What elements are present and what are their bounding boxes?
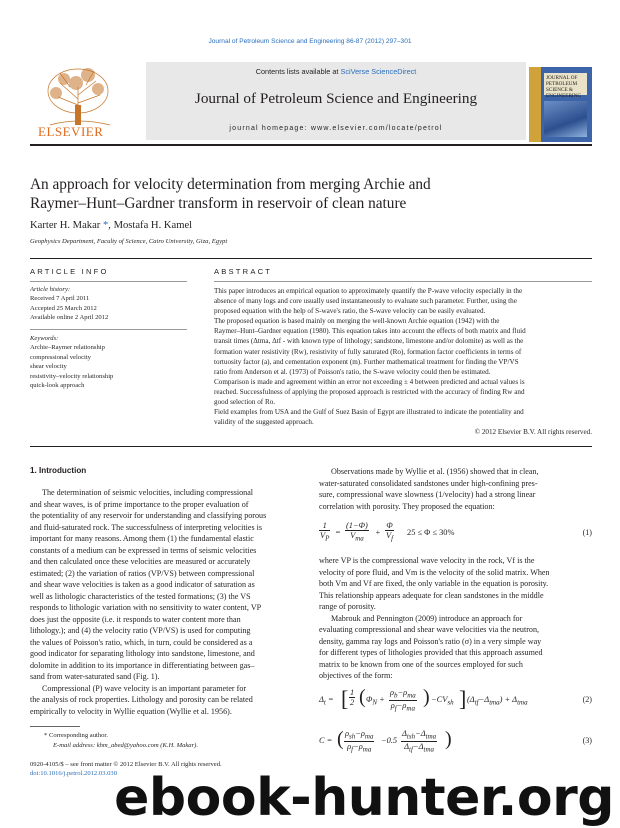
body-line: and then calculated once these velocities are measured or accurately bbox=[30, 557, 251, 566]
keyword: shear velocity bbox=[30, 363, 67, 371]
body-line: for different types of lithologies provided that this approach assumed bbox=[319, 648, 543, 657]
history-accepted: Accepted 25 March 2012 bbox=[30, 304, 97, 312]
affiliation: Geophysics Department, Faculty of Science, Cairo University, Giza, Egypt bbox=[30, 238, 228, 245]
body-line: water-saturated consolidated sandstones under high-confining pres- bbox=[319, 478, 538, 488]
cover-title: JOURNAL OF PETROLEUM SCIENCE & ENGINEERING bbox=[544, 73, 587, 95]
body-line: sure, compressional wave slowness (1/velocity) had a strong linear bbox=[319, 490, 536, 499]
info-rule bbox=[30, 281, 187, 282]
journal-title: Journal of Petroleum Science and Engineering bbox=[194, 90, 478, 107]
intro-left-column bbox=[30, 487, 303, 717]
abstract-line: proposed equation with the help of S-wave's ratio, the S-wave velocity can be easily evaluated. bbox=[214, 307, 486, 316]
keyword: resistivity–velocity relationship bbox=[30, 372, 114, 380]
title-line-1: An approach for velocity determination from merging Archie and bbox=[30, 176, 431, 193]
body-line: the analysis of rock properties. Lithology and porosity can be related bbox=[30, 695, 253, 704]
body-line: This relationship appears adequate for clean sandstones in the middle bbox=[319, 590, 544, 600]
abstract-line: Field examples from USA and the Gulf of Suez Basin of Egypt are illustrated to indicate the potentiality and bbox=[214, 408, 524, 417]
body-line: estimated; (2) the variation of ratios (VP/VS) between compressional bbox=[30, 568, 255, 578]
body-line: evaluating compressional and shear wave velocities via the neutron, bbox=[319, 625, 540, 634]
title-line-2: Raymer–Hunt–Gardner transform in reservoir of clean nature bbox=[30, 195, 407, 212]
body-line: sand from water-saturated sand (Fig. 1). bbox=[30, 672, 160, 681]
authors bbox=[30, 220, 192, 231]
body-line: important for many reasons. Among them (1) the fundamental elastic bbox=[30, 534, 254, 543]
body-line: density, gamma ray logs and Poisson's ratio (σ) in a very simple way bbox=[319, 636, 542, 646]
abstract-line: This paper introduces an empirical equation to approximately quantify the P-wave velocity especially in the bbox=[214, 287, 523, 295]
body-line: Mabrouk and Pennington (2009) introduce an approach for bbox=[331, 613, 523, 623]
contents-prefix: Contents lists available at bbox=[255, 67, 341, 76]
running-head[interactable]: Journal of Petroleum Science and Engineering 86-87 (2012) 297–301 bbox=[208, 38, 412, 45]
author-2[interactable]: Mostafa H. Kamel bbox=[113, 220, 193, 231]
body-line: and fluid-saturated rock. The successfulness of interpreting velocities is bbox=[30, 522, 263, 532]
keywords bbox=[30, 334, 187, 390]
body-line: responds to lithologic variation with no sensitivity to water content, VP bbox=[30, 603, 262, 612]
body-line: good indicator for separating lithology into sandstone, limestone, and bbox=[30, 649, 255, 658]
body-line: lithology.); and (4) the velocity ratio (VP/VS) is used for computing bbox=[30, 626, 251, 635]
abstract-line: Raymer–Hunt–Gardner equation (1980). This equation takes into account the effects of both matrix and fluid bbox=[214, 327, 526, 336]
email-note[interactable]: E-mail address: khm_abed@yahoo.com (K.H. Makar). bbox=[53, 742, 198, 749]
abstract-rule bbox=[214, 281, 592, 282]
masthead-rule bbox=[30, 144, 592, 146]
body-line: well as lithologic characteristics of the tested formations; (3) the VS bbox=[30, 591, 251, 601]
issn-line: 0920-4105/$ – see front matter © 2012 Elsevier B.V. All rights reserved. bbox=[30, 761, 222, 768]
watermark-text: ebook-hunter.org bbox=[114, 768, 614, 828]
article-title bbox=[30, 175, 431, 213]
abstract-line: formation water resistivity (Rw), resistivity of fully saturated (Ro), formation factor coefficients in terms of bbox=[214, 347, 522, 356]
abstract-line: reached. Successfulness of applying the proposed approach is restricted with the accuracy of finding Rw and bbox=[214, 387, 525, 396]
info-top-rule bbox=[30, 258, 592, 259]
body-line: range of porosity. bbox=[319, 602, 376, 611]
footnote-rule bbox=[30, 726, 80, 727]
keyword: compressional velocity bbox=[30, 353, 91, 361]
keyword: quick-look approach bbox=[30, 382, 85, 390]
publisher-name: ELSEVIER bbox=[38, 124, 104, 139]
abstract-line: good selection of Ro. bbox=[214, 398, 276, 407]
abstract-line: tortuosity factor (a), and cementation exponent (m). Further mathematical treatment for finding the VP/VS bbox=[214, 357, 519, 366]
abstract-line: The proposed equation is based mainly on merging the well-known Archie equation (1942) with the bbox=[214, 317, 500, 326]
equation-1-number: (1) bbox=[582, 528, 592, 537]
equation-1-range: 25 ≤ Φ ≤ 30% bbox=[407, 528, 455, 537]
abstract-line: ratio from Anderson et al. (1973) of Poisson's ratio, the S-wave velocity could then be estimated. bbox=[214, 367, 491, 376]
body-line: and shear wave velocities is taken as a good indicator of saturation as bbox=[30, 580, 255, 589]
body-line: the potentiality of any reservoir for understanding and classifying porous bbox=[30, 511, 267, 520]
body-line: both Vm and Vf are fixed, the only variable in the equation is porosity. bbox=[319, 579, 549, 588]
article-info-heading: ARTICLE INFO bbox=[30, 267, 109, 276]
body-line: correlation with porosity. They proposed the equation: bbox=[319, 501, 495, 511]
body-line: Compressional (P) wave velocity is an important parameter for bbox=[42, 683, 247, 693]
abstract-line: absence of many logs and core usually used instantaneously to evaluate such parameter. Further, using the bbox=[214, 297, 517, 306]
body-line: velocity of pore fluid, and Vm is the velocity of the solid matrix. When bbox=[319, 567, 550, 577]
intro-right-top bbox=[319, 466, 592, 512]
intro-right-mid bbox=[319, 555, 592, 682]
equation-3-number: (3) bbox=[582, 736, 592, 745]
body-line: constants of a medium can be expressed in terms of seismic velocities bbox=[30, 545, 257, 555]
body-line: where VP is the compressional wave velocity in the rock, Vf is the bbox=[319, 556, 535, 565]
section-heading-introduction: 1. Introduction bbox=[30, 466, 87, 475]
keywords-label: Keywords: bbox=[30, 335, 59, 342]
abstract-line: validity of the suggested approach. bbox=[214, 418, 314, 427]
journal-homepage[interactable]: journal homepage: www.elsevier.com/locate/petrol bbox=[229, 125, 443, 132]
body-line: does just the opposite (i.e. it responds to water content more than bbox=[30, 614, 241, 624]
author-separator: , bbox=[108, 220, 114, 231]
abstract-bottom-rule bbox=[30, 446, 592, 447]
body-line: Observations made by Wyllie et al. (1956) showed that in clean, bbox=[331, 467, 539, 476]
equation-3: C = ( $\rho_{sh}-\rho_{ma}$ $\rho_f-\rho_{ma}$ −0.5 $\Delta_{tsh}-\Delta_{tma}$ $\Delta_{tf}-\Delta_{tma}$ ) (3) bbox=[319, 728, 592, 754]
keyword: Archie–Raymer relationship bbox=[30, 344, 105, 352]
equation-1: $\frac{1}{V_P}$ = (1−Φ) $V_{ma}$ + $\frac{\Phi}{V_f}$ 25 ≤ Φ ≤ 30% (1) bbox=[320, 521, 592, 543]
doi-link[interactable]: doi:10.1016/j.petrol.2012.03.030 bbox=[30, 770, 117, 777]
corresponding-author-note: * Corresponding author. bbox=[44, 732, 108, 739]
body-line: dolomite in addition to its importance in differentiating between gas– bbox=[30, 660, 255, 670]
abstract-line: transit times (Δtma, Δtf - with known type of lithology; sandstone, limestone and/or dolomite) as well as the bbox=[214, 337, 524, 346]
abstract-body bbox=[214, 286, 592, 437]
body-line: The determination of seismic velocities, including compressional bbox=[42, 488, 254, 497]
contents-line bbox=[146, 67, 526, 76]
body-line: objectives of the form: bbox=[319, 671, 393, 680]
watermark bbox=[0, 768, 620, 828]
copyright: © 2012 Elsevier B.V. All rights reserved. bbox=[474, 428, 592, 437]
article-history bbox=[30, 285, 187, 323]
corresponding-mark[interactable]: * bbox=[100, 220, 109, 231]
history-received: Received 7 April 2011 bbox=[30, 295, 90, 303]
equation-2-number: (2) bbox=[582, 695, 592, 704]
body-line: and shear waves, is of prime importance to the proper evaluation of bbox=[30, 499, 249, 509]
abstract-line: Comparison is made and agreement within an error not exceeding ± 4 between predicted and actual values is bbox=[214, 377, 525, 386]
body-line: the values of Poisson's ratio, which, in turn, could be considered as a bbox=[30, 637, 253, 647]
journal-cover bbox=[529, 67, 592, 142]
abstract-heading: ABSTRACT bbox=[214, 267, 273, 276]
keywords-rule bbox=[30, 329, 187, 330]
history-online: Available online 2 April 2012 bbox=[30, 314, 109, 322]
history-label: Article history: bbox=[30, 286, 71, 293]
sciencedirect-link[interactable]: SciVerse ScienceDirect bbox=[340, 67, 417, 76]
body-line: empirically to velocity in Wyllie equation (Wyllie et al. 1956). bbox=[30, 706, 232, 716]
equation-2: $\Delta_t$ = [ $\frac{1}{2}$ ( $\Phi_N$ + $\rho_b-\rho_{ma}$ $\rho_f-\rho_{ma}$ ) $-CV_{sh}$ ] $(\Delta_{tf}-\Delta_{tma}) + \Delta_{tma}$ (2) bbox=[319, 686, 592, 713]
body-line: matrix to be known from one of the sources employed for such bbox=[319, 659, 523, 669]
cover-image bbox=[544, 101, 587, 137]
author-1[interactable]: Karter H. Makar bbox=[30, 220, 101, 231]
